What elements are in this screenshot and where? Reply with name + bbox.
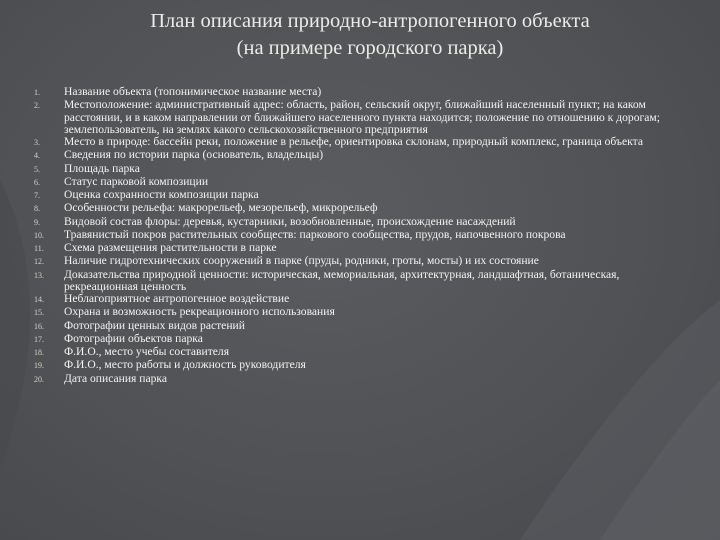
list-item xyxy=(34,320,694,333)
item-number: 16. xyxy=(34,321,44,331)
list-item xyxy=(34,99,694,136)
item-text: Место в природе: бассейн реки, положение в рельефе, ориентировка склонам, природный комплекс, граница объекта xyxy=(64,135,643,148)
list-item xyxy=(34,333,694,346)
item-number: 3. xyxy=(34,138,40,147)
list-item xyxy=(34,86,694,99)
title-line-2: (на примере городского парка) xyxy=(236,37,504,59)
item-text: Ф.И.О., место работы и должность руководителя xyxy=(64,358,306,372)
list-item xyxy=(34,202,694,215)
item-number: 11. xyxy=(34,244,44,253)
item-text: Сведения по истории парка (основатель, владельцы) xyxy=(64,148,324,162)
item-number: 4. xyxy=(34,151,40,161)
item-text: Видовой состав флоры: деревья, кустарники, возобновленные, происхождение насаждений xyxy=(64,214,516,228)
item-text: Статус парковой композиции xyxy=(64,174,209,188)
item-text: Доказательства природной ценности: историческая, мемориальная, архитектурная, ландшафтная, ботаническая, рекреационная ценность xyxy=(64,267,620,293)
item-text: Площадь парка xyxy=(64,161,140,175)
item-number: 2. xyxy=(34,101,40,111)
item-number: 8. xyxy=(34,204,40,214)
item-number: 10. xyxy=(34,230,44,240)
list-item xyxy=(34,176,694,189)
item-text: Неблагоприятное антропогенное воздействие xyxy=(64,292,290,305)
item-text: Особенности рельефа: макрорельеф, мезорельеф, микрорельеф xyxy=(64,201,378,215)
list-item xyxy=(34,242,694,255)
item-number: 18. xyxy=(34,348,44,357)
item-text: Фотографии ценных видов растений xyxy=(64,318,245,332)
item-number: 14. xyxy=(34,295,44,304)
item-text: Травянистый покров растительных сообществ: паркового сообщества, прудов, напочвенного покрова xyxy=(64,227,566,241)
plan-list xyxy=(34,86,694,386)
list-item xyxy=(34,189,694,202)
item-number: 15. xyxy=(34,308,44,318)
item-number: 6. xyxy=(34,177,40,187)
item-text: Дата описания парка xyxy=(64,371,168,385)
list-item xyxy=(34,163,694,176)
item-number: 20. xyxy=(34,374,44,384)
item-number: 1. xyxy=(34,88,40,97)
list-item xyxy=(34,306,694,319)
item-text: Ф.И.О., место учебы составителя xyxy=(64,345,230,358)
list-item xyxy=(34,229,694,242)
item-text: Фотографии объектов парка xyxy=(64,331,203,345)
list-item xyxy=(34,373,694,386)
item-number: 7. xyxy=(34,191,40,200)
list-item xyxy=(34,293,694,306)
item-text: Название объекта (топонимическое название места) xyxy=(64,85,322,98)
list-item xyxy=(34,255,694,268)
list-item xyxy=(34,216,694,229)
item-number: 13. xyxy=(34,270,44,280)
list-item xyxy=(34,359,694,372)
list-item xyxy=(34,269,694,294)
item-number: 5. xyxy=(34,164,40,174)
item-text: Схема размещения растительности в парке xyxy=(64,241,277,254)
item-text: Местоположение: административный адрес: область, район, сельский округ, ближайший населенный пункт; на каком расстоянии, и в каком направлении от ближайшего населенного пункта находится; положение по отношению к дорогам; землепользователь, на землях какого сельскохозяйственного предприятия xyxy=(64,98,660,136)
item-text: Оценка сохранности композиции парка xyxy=(64,188,259,201)
item-number: 12. xyxy=(34,257,44,267)
item-text: Охрана и возможность рекреационного использования xyxy=(64,305,335,319)
item-number: 19. xyxy=(34,361,44,371)
item-number: 9. xyxy=(34,217,40,227)
slide-title xyxy=(90,8,650,62)
title-line-1: План описания природно-антропогенного объекта xyxy=(150,10,590,32)
list-item xyxy=(34,136,694,149)
item-text: Наличие гидротехнических сооружений в парке (пруды, родники, гроты, мосты) и их состояние xyxy=(64,254,539,268)
item-number: 17. xyxy=(34,334,44,344)
list-item xyxy=(34,346,694,359)
list-item xyxy=(34,149,694,162)
